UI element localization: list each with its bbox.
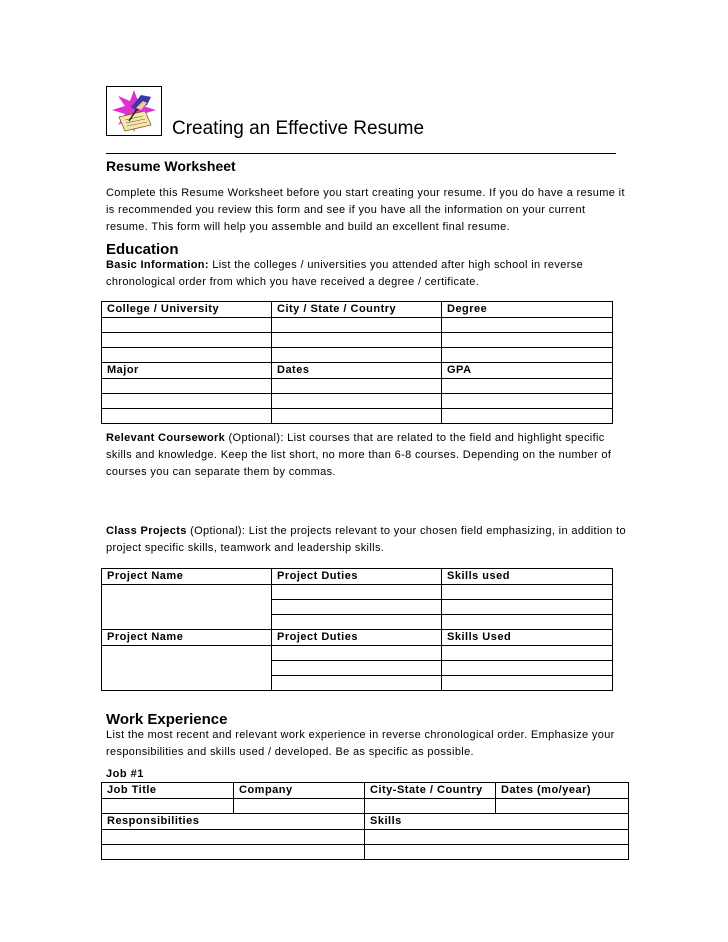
degree-cell[interactable] bbox=[442, 348, 613, 363]
project-duties-header: Project Duties bbox=[272, 569, 442, 585]
job-table bbox=[101, 782, 629, 860]
project-name-header: Project Name bbox=[102, 630, 272, 646]
dates-header: Dates bbox=[272, 363, 442, 379]
dates-cell[interactable] bbox=[272, 394, 442, 409]
education-header-row-2 bbox=[102, 363, 613, 379]
coursework-instructions bbox=[106, 430, 626, 481]
project-name-cell[interactable] bbox=[102, 585, 272, 630]
skill-cell[interactable] bbox=[442, 646, 613, 661]
responsibility-cell[interactable] bbox=[102, 830, 365, 845]
major-header: Major bbox=[102, 363, 272, 379]
major-cell[interactable] bbox=[102, 394, 272, 409]
college-cell[interactable] bbox=[102, 348, 272, 363]
job-title-header: Job Title bbox=[102, 783, 234, 799]
project-duty-cell[interactable] bbox=[272, 585, 442, 600]
project-duty-cell[interactable] bbox=[272, 600, 442, 615]
skill-cell[interactable] bbox=[442, 600, 613, 615]
projects-table bbox=[101, 568, 613, 691]
table-row bbox=[102, 799, 629, 814]
basic-info-label: Basic Information: bbox=[106, 259, 209, 271]
table-row bbox=[102, 646, 613, 661]
header-divider bbox=[106, 153, 616, 154]
dates-cell[interactable] bbox=[272, 379, 442, 394]
table-row bbox=[102, 348, 613, 363]
education-heading: Education bbox=[106, 241, 179, 258]
table-row bbox=[102, 318, 613, 333]
skills-used-header: Skills Used bbox=[442, 630, 613, 646]
project-name-header: Project Name bbox=[102, 569, 272, 585]
work-heading: Work Experience bbox=[106, 711, 228, 728]
skill-cell[interactable] bbox=[365, 845, 629, 860]
responsibilities-header-row bbox=[102, 814, 629, 830]
gpa-header: GPA bbox=[442, 363, 613, 379]
project-duty-cell[interactable] bbox=[272, 676, 442, 691]
dates-cell[interactable] bbox=[272, 409, 442, 424]
basic-info-text: List the colleges / universities you attended after high school in reverse chronological order from which you have received a degree / certificate. bbox=[106, 259, 584, 288]
gpa-cell[interactable] bbox=[442, 409, 613, 424]
responsibilities-header: Responsibilities bbox=[102, 814, 365, 830]
job-header-row bbox=[102, 783, 629, 799]
responsibility-cell[interactable] bbox=[102, 845, 365, 860]
coursework-label: Relevant Coursework bbox=[106, 432, 226, 444]
city-cell[interactable] bbox=[272, 348, 442, 363]
college-cell[interactable] bbox=[102, 333, 272, 348]
project-duty-cell[interactable] bbox=[272, 646, 442, 661]
work-instructions: List the most recent and relevant work experience in reverse chronological order. Emphasize your responsibilities and skills used / developed. Be as specific as possible. bbox=[106, 729, 615, 758]
dates-header: Dates (mo/year) bbox=[496, 783, 629, 799]
city-country-cell[interactable] bbox=[365, 799, 496, 814]
dates-cell[interactable] bbox=[496, 799, 629, 814]
project-duty-cell[interactable] bbox=[272, 615, 442, 630]
education-header-row-1 bbox=[102, 302, 613, 318]
degree-header: Degree bbox=[442, 302, 613, 318]
worksheet-heading: Resume Worksheet bbox=[106, 158, 236, 174]
table-row bbox=[102, 394, 613, 409]
table-row bbox=[102, 409, 613, 424]
company-header: Company bbox=[234, 783, 365, 799]
city-header: City / State / Country bbox=[272, 302, 442, 318]
table-row bbox=[102, 830, 629, 845]
major-cell[interactable] bbox=[102, 409, 272, 424]
city-cell[interactable] bbox=[272, 318, 442, 333]
college-cell[interactable] bbox=[102, 318, 272, 333]
table-row bbox=[102, 333, 613, 348]
gpa-cell[interactable] bbox=[442, 379, 613, 394]
gpa-cell[interactable] bbox=[442, 394, 613, 409]
project-name-cell[interactable] bbox=[102, 646, 272, 691]
city-cell[interactable] bbox=[272, 333, 442, 348]
projects-text: (Optional): List the projects relevant to your chosen field emphasizing, in addition to project specific skills, teamwork and leadership skills. bbox=[106, 525, 626, 554]
table-row bbox=[102, 845, 629, 860]
coursework-text: (Optional): List courses that are related to the field and highlight specific skills and knowledge. Keep the list short, no more than 6-8 courses. Depending on the number of courses you can separate them by commas. bbox=[106, 432, 612, 478]
degree-cell[interactable] bbox=[442, 333, 613, 348]
table-row bbox=[102, 379, 613, 394]
major-cell[interactable] bbox=[102, 379, 272, 394]
projects-header-row-2 bbox=[102, 630, 613, 646]
education-table bbox=[101, 301, 613, 424]
skill-cell[interactable] bbox=[365, 830, 629, 845]
worksheet-intro: Complete this Resume Worksheet before you start creating your resume. If you do have a resume it is recommended you review this form and see if you have all the information on your current resume. This form will help you assemble and build an excellent final resume. bbox=[106, 187, 625, 233]
projects-header-row-1 bbox=[102, 569, 613, 585]
skill-cell[interactable] bbox=[442, 615, 613, 630]
job-title-cell[interactable] bbox=[102, 799, 234, 814]
city-country-header: City-State / Country bbox=[365, 783, 496, 799]
skill-cell[interactable] bbox=[442, 585, 613, 600]
table-row bbox=[102, 585, 613, 600]
college-header: College / University bbox=[102, 302, 272, 318]
skill-cell[interactable] bbox=[442, 676, 613, 691]
skills-used-header: Skills used bbox=[442, 569, 613, 585]
page-title: Creating an Effective Resume bbox=[172, 118, 425, 139]
projects-instructions bbox=[106, 523, 626, 557]
project-duty-cell[interactable] bbox=[272, 661, 442, 676]
clipart-image bbox=[106, 86, 162, 136]
skills-header: Skills bbox=[365, 814, 629, 830]
education-basic-info bbox=[106, 257, 626, 291]
skill-cell[interactable] bbox=[442, 661, 613, 676]
signing-hand-icon bbox=[107, 87, 161, 135]
company-cell[interactable] bbox=[234, 799, 365, 814]
project-duties-header: Project Duties bbox=[272, 630, 442, 646]
degree-cell[interactable] bbox=[442, 318, 613, 333]
projects-label: Class Projects bbox=[106, 525, 187, 537]
job-label: Job #1 bbox=[106, 768, 144, 780]
